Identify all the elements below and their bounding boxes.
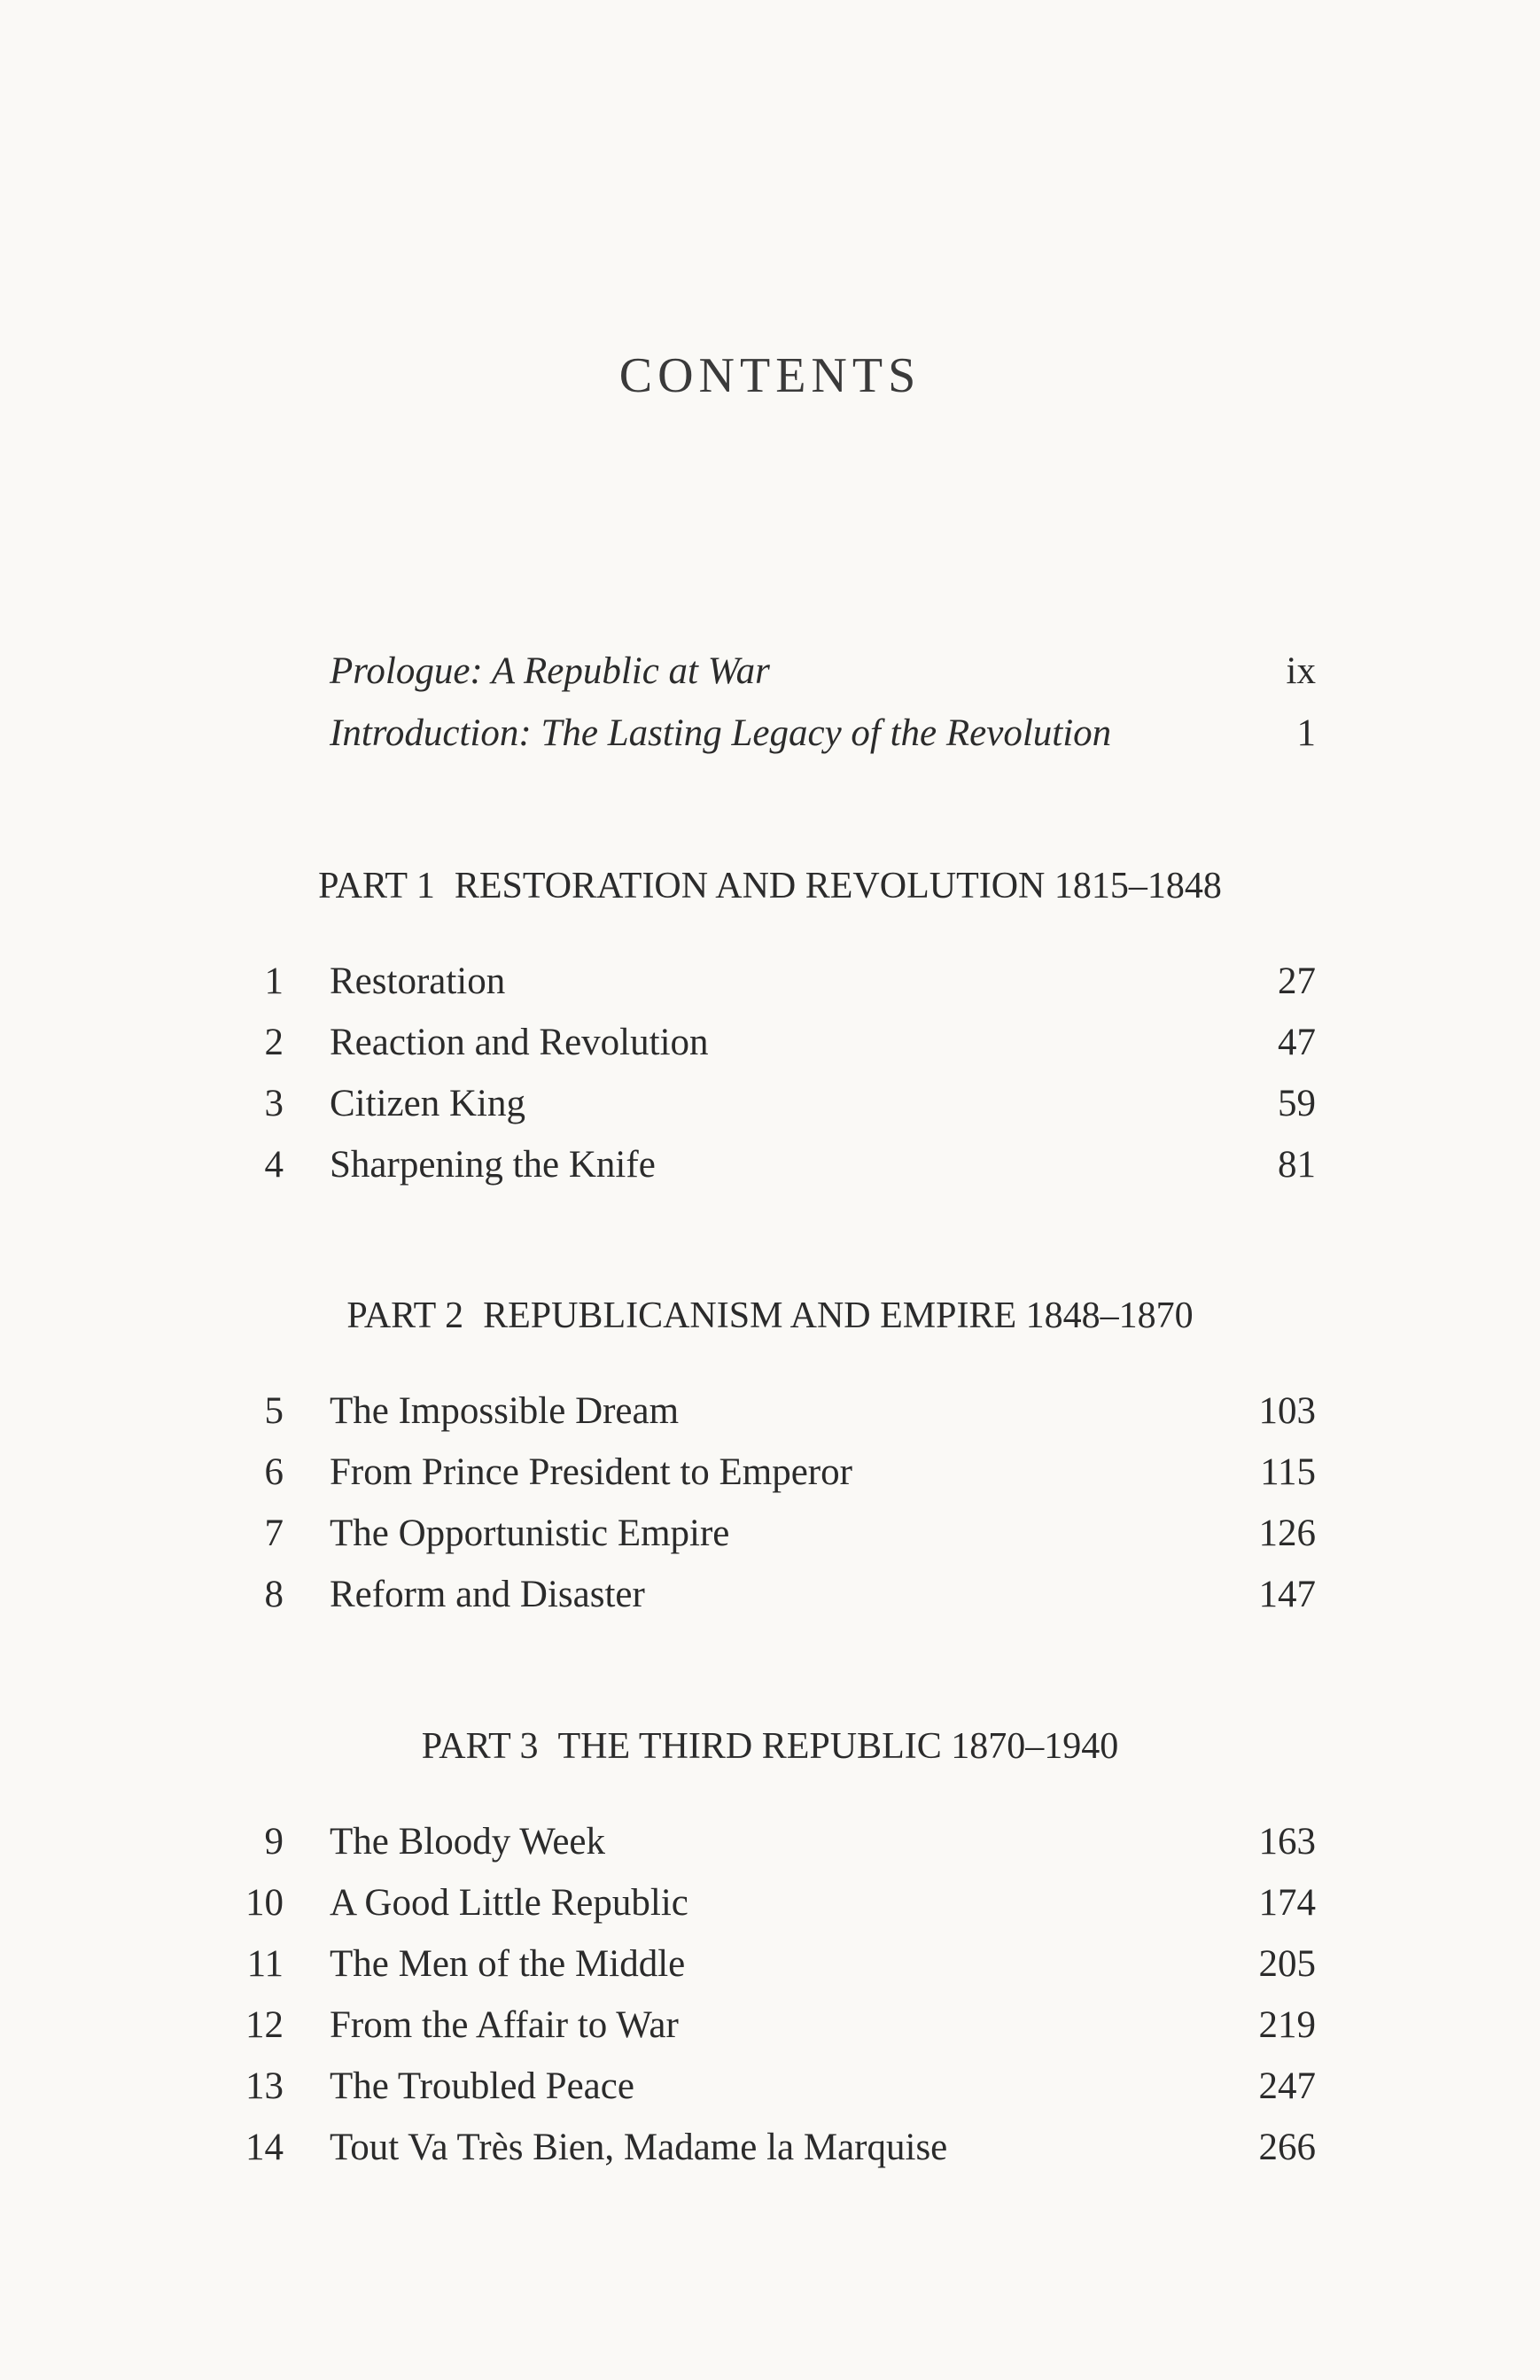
- part-3-heading: [0, 1720, 1540, 1773]
- chapter-page: 147: [1258, 1574, 1316, 1615]
- chapter-number: 7: [264, 1513, 284, 1554]
- toc-entry-prologue[interactable]: [0, 645, 1540, 698]
- chapter-title: Sharpening the Knife: [330, 1144, 656, 1186]
- chapter-page: 266: [1258, 2127, 1316, 2168]
- chapter-number: 11: [246, 1943, 284, 1985]
- chapter-title: Tout Va Très Bien, Madame la Marquise: [330, 2127, 948, 2168]
- chapter-number: 13: [245, 2065, 284, 2107]
- chapter-number: 14: [245, 2127, 284, 2168]
- part-title: REPUBLICANISM AND EMPIRE 1848–1870: [483, 1295, 1194, 1336]
- chapter-page: 174: [1258, 1882, 1316, 1924]
- toc-entry-chapter-13[interactable]: [0, 2060, 1540, 2113]
- part-label: PART 1: [318, 866, 435, 906]
- chapter-title: The Bloody Week: [330, 1821, 606, 1863]
- chapter-title: A Good Little Republic: [330, 1882, 688, 1924]
- chapter-title: The Impossible Dream: [330, 1390, 680, 1432]
- chapter-page: 81: [1278, 1144, 1316, 1186]
- toc-entry-chapter-11[interactable]: [0, 1938, 1540, 1991]
- chapter-title: The Men of the Middle: [330, 1943, 686, 1985]
- part-2-heading: [0, 1289, 1540, 1342]
- toc-entry-chapter-5[interactable]: [0, 1385, 1540, 1438]
- chapter-number: 1: [264, 961, 284, 1002]
- chapter-page: 163: [1258, 1821, 1316, 1863]
- chapter-title: Citizen King: [330, 1083, 525, 1124]
- entry-page: 1: [1296, 712, 1316, 754]
- toc-entry-chapter-7[interactable]: [0, 1507, 1540, 1560]
- toc-entry-chapter-9[interactable]: [0, 1816, 1540, 1869]
- toc-entry-chapter-3[interactable]: [0, 1077, 1540, 1131]
- chapter-number: 4: [264, 1144, 284, 1186]
- toc-entry-chapter-8[interactable]: [0, 1568, 1540, 1622]
- chapter-number: 9: [264, 1821, 284, 1863]
- toc-entry-chapter-12[interactable]: [0, 1999, 1540, 2052]
- chapter-title: From the Affair to War: [330, 2004, 679, 2046]
- part-label: PART 3: [421, 1726, 539, 1767]
- chapter-page: 205: [1258, 1943, 1316, 1985]
- chapter-page: 27: [1278, 961, 1316, 1002]
- part-title: THE THIRD REPUBLIC 1870–1940: [557, 1726, 1119, 1767]
- chapter-page: 247: [1258, 2065, 1316, 2107]
- chapter-title: Reform and Disaster: [330, 1574, 645, 1615]
- chapter-number: 6: [264, 1451, 284, 1493]
- chapter-number: 3: [264, 1083, 284, 1124]
- entry-page: ix: [1286, 650, 1316, 692]
- chapter-page: 219: [1258, 2004, 1316, 2046]
- toc-entry-chapter-6[interactable]: [0, 1446, 1540, 1499]
- chapter-number: 8: [264, 1574, 284, 1615]
- chapter-number: 5: [264, 1390, 284, 1432]
- toc-entry-chapter-4[interactable]: [0, 1139, 1540, 1192]
- chapter-page: 115: [1260, 1451, 1316, 1493]
- toc-entry-chapter-10[interactable]: [0, 1877, 1540, 1930]
- chapter-page: 126: [1258, 1513, 1316, 1554]
- chapter-page: 59: [1278, 1083, 1316, 1124]
- chapter-number: 12: [245, 2004, 284, 2046]
- chapter-title: The Opportunistic Empire: [330, 1513, 730, 1554]
- part-1-heading: [0, 859, 1540, 913]
- chapter-title: Reaction and Revolution: [330, 1022, 709, 1063]
- toc-entry-chapter-1[interactable]: [0, 955, 1540, 1008]
- chapter-page: 103: [1258, 1390, 1316, 1432]
- entry-title: Introduction: The Lasting Legacy of the Revolution: [330, 712, 1112, 754]
- part-label: PART 2: [346, 1295, 464, 1336]
- chapter-number: 2: [264, 1022, 284, 1063]
- chapter-page: 47: [1278, 1022, 1316, 1063]
- chapter-number: 10: [245, 1882, 284, 1924]
- chapter-title: From Prince President to Emperor: [330, 1451, 852, 1493]
- toc-entry-introduction[interactable]: [0, 707, 1540, 760]
- chapter-title: Restoration: [330, 961, 506, 1002]
- chapter-title: The Troubled Peace: [330, 2065, 634, 2107]
- toc-entry-chapter-14[interactable]: [0, 2121, 1540, 2174]
- part-title: RESTORATION AND REVOLUTION 1815–1848: [454, 866, 1222, 906]
- entry-title: Prologue: A Republic at War: [330, 650, 770, 692]
- page-title: CONTENTS: [618, 348, 922, 403]
- toc-entry-chapter-2[interactable]: [0, 1016, 1540, 1069]
